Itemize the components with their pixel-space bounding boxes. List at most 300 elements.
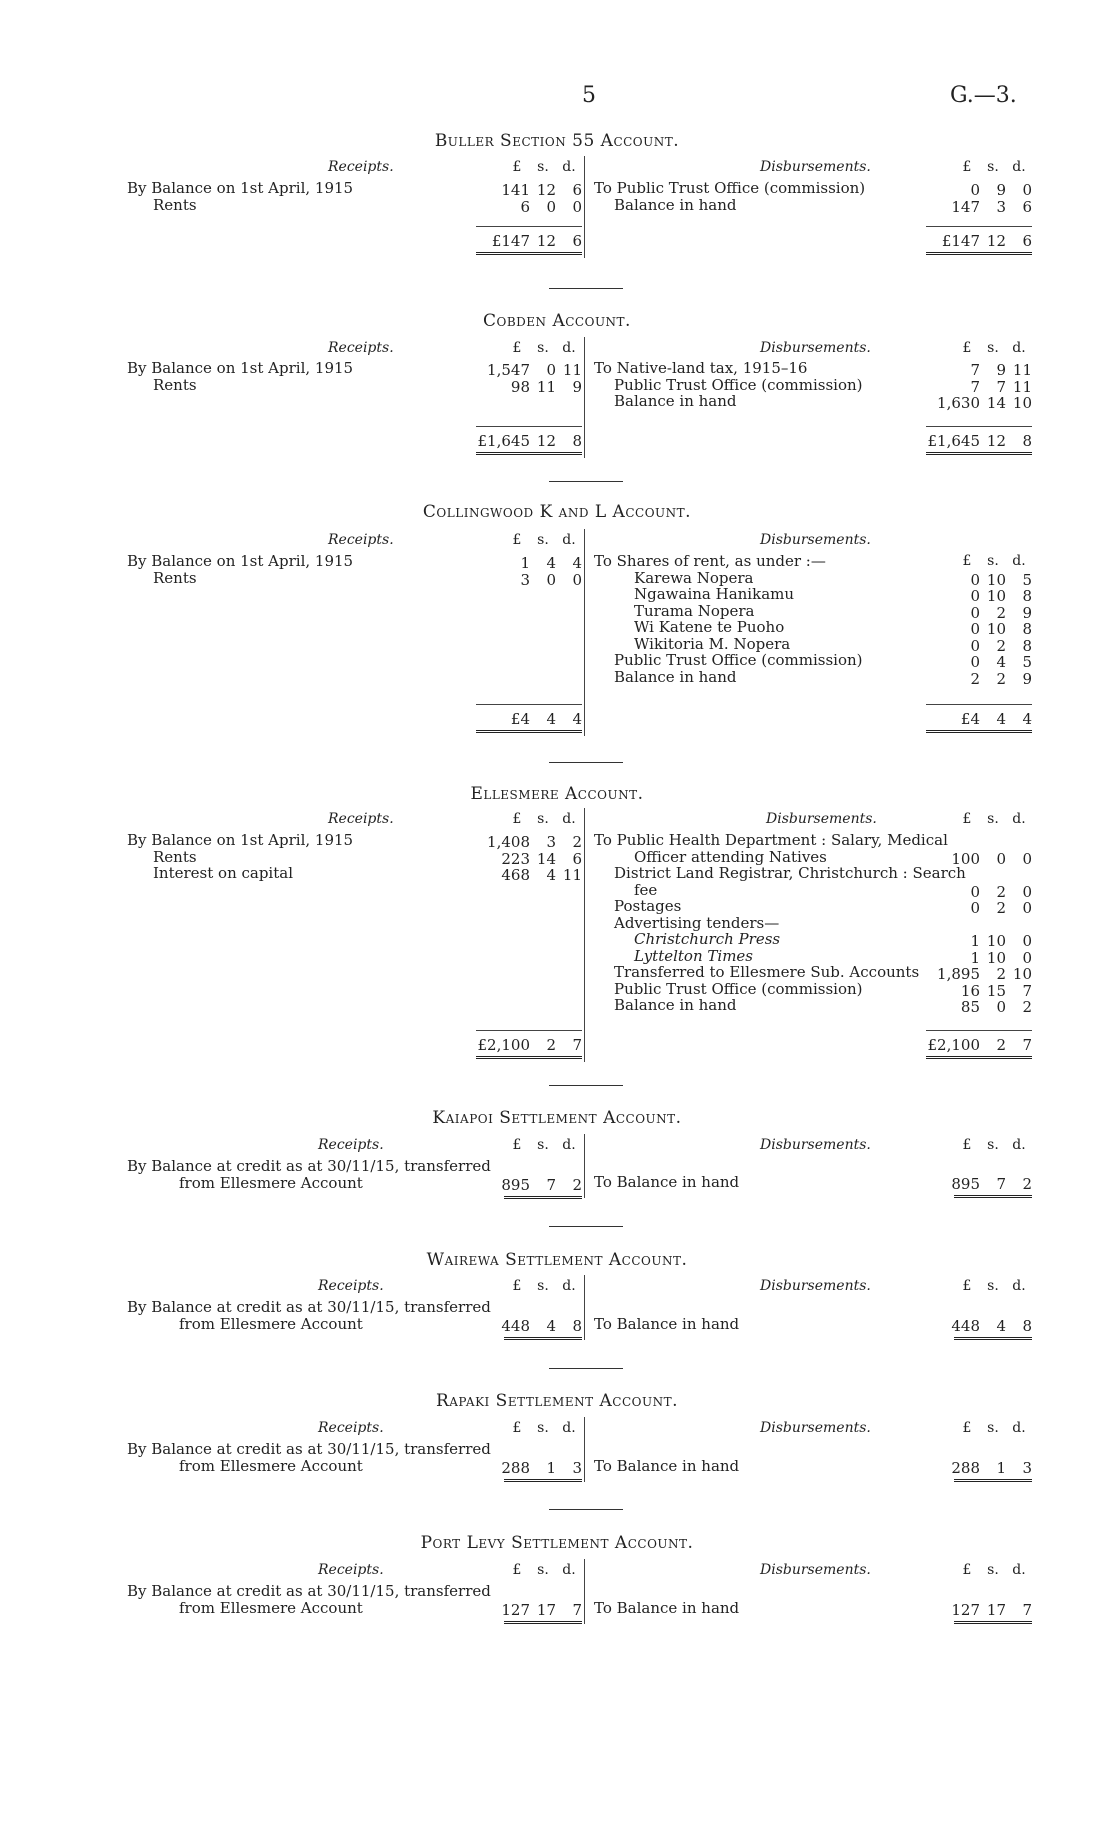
currency-pence: d. (1012, 811, 1026, 827)
currency-pounds: £ (962, 811, 972, 827)
disbursement-amount (920, 932, 1032, 950)
disbursement-amount-pounds: 0 (970, 899, 980, 917)
receipt-amount (470, 850, 582, 868)
section-separator (549, 1226, 623, 1227)
receipts-currency-header (504, 1421, 582, 1435)
disbursement-amount-shillings: 7 (996, 1175, 1006, 1193)
disbursement-amount-shillings: 17 (986, 1601, 1006, 1619)
currency-shillings: s. (987, 553, 999, 569)
currency-shillings: s. (987, 811, 999, 827)
disbursement-amount (920, 653, 1032, 671)
receipts-total (470, 1036, 582, 1054)
disbursement-amount (920, 899, 1032, 917)
receipts-currency-header (504, 160, 582, 174)
receipts-total-double-rule (476, 1056, 582, 1059)
receipts-double-rule (504, 1196, 582, 1199)
currency-pounds: £ (512, 340, 522, 356)
currency-pounds: £ (962, 1137, 972, 1153)
disbursement-amount-pounds: 1 (970, 948, 980, 967)
disbursement-amount-pounds: 0 (970, 882, 980, 901)
section-separator (549, 1085, 623, 1086)
receipt-amount-pence: 11 (562, 361, 582, 379)
currency-pounds: £ (962, 1278, 972, 1294)
receipts-double-rule (504, 1621, 582, 1624)
disbursement-amount-shillings: 3 (996, 197, 1006, 216)
disbursement-amount-pence: 0 (1022, 849, 1032, 868)
currency-pounds: £ (512, 1278, 522, 1294)
disbursement-amount-shillings: 1 (996, 1459, 1006, 1477)
currency-shillings: s. (987, 159, 999, 175)
receipts-heading: Receipts. (328, 340, 394, 356)
receipt-amount-shillings: 0 (546, 361, 556, 379)
disbursements-currency-header (954, 1563, 1032, 1577)
currency-pounds: £ (962, 340, 972, 356)
disbursement-amount-pence: 9 (1022, 603, 1032, 622)
disbursements-total-shillings: 2 (996, 1036, 1006, 1054)
disbursements-currency-header (954, 812, 1032, 826)
disbursements-heading: Disbursements. (760, 532, 871, 548)
section-separator (549, 1368, 623, 1369)
receipt-label: By Balance on 1st April, 1915 (127, 552, 354, 570)
currency-pence: d. (562, 340, 576, 356)
disbursements-double-rule (954, 1621, 1032, 1624)
receipt-amount-pounds: 127 (501, 1600, 530, 1619)
receipt-amount-pence: 3 (572, 1458, 582, 1477)
receipt-amount-pence: 0 (572, 197, 582, 216)
receipts-total-pence: 7 (572, 1036, 582, 1054)
disbursement-label: Public Trust Office (commission) (614, 979, 863, 998)
receipt-amount-shillings: 12 (536, 181, 556, 199)
disbursement-amount (920, 965, 1032, 983)
disbursements-double-rule (954, 1195, 1032, 1198)
disbursement-amount-shillings: 0 (996, 998, 1006, 1016)
disbursement-label: To Balance in hand (594, 1173, 740, 1191)
receipt-amount-pence: 6 (572, 849, 582, 868)
disbursement-amount-pence: 0 (1022, 948, 1032, 967)
disbursements-total-pounds: £4 (960, 710, 980, 728)
disbursement-amount-shillings: 10 (986, 932, 1006, 950)
disbursement-amount-pounds: 0 (970, 636, 980, 655)
disbursement-label: Postages (614, 897, 682, 915)
receipt-label: from Ellesmere Account (179, 1598, 363, 1617)
disbursement-amount (920, 1317, 1032, 1335)
receipt-amount (470, 1601, 582, 1619)
disbursement-amount-shillings: 7 (996, 377, 1006, 396)
column-divider (584, 529, 585, 736)
disbursement-amount (920, 604, 1032, 622)
currency-pounds: £ (962, 553, 972, 569)
receipts-double-rule (504, 1479, 582, 1482)
disbursement-amount-pence: 2 (1022, 1175, 1032, 1193)
disbursement-amount-pence: 0 (1022, 899, 1032, 917)
receipts-double-rule (504, 1337, 582, 1340)
disbursement-amount-pence: 6 (1022, 197, 1032, 216)
receipts-heading: Receipts. (318, 1278, 384, 1294)
section-separator (549, 288, 623, 289)
disbursement-label: To Balance in hand (594, 1457, 740, 1475)
disbursements-total-pence: 4 (1022, 710, 1032, 728)
receipt-amount (470, 833, 582, 851)
column-divider (584, 337, 585, 458)
disbursement-amount-shillings: 2 (996, 899, 1006, 917)
disbursements-currency-header (954, 160, 1032, 174)
currency-pence: d. (1012, 159, 1026, 175)
receipt-amount-shillings: 4 (546, 1316, 556, 1335)
currency-pence: d. (1012, 1420, 1026, 1436)
disbursement-label: Ngawaina Hanikamu (634, 585, 795, 603)
disbursement-amount-pounds: 0 (970, 620, 980, 638)
currency-pence: d. (562, 1137, 576, 1153)
receipts-total-shillings: 12 (536, 432, 556, 450)
disbursement-label: Balance in hand (614, 195, 737, 214)
disbursement-amount (920, 571, 1032, 589)
account-title: Ellesmere Account. (470, 784, 644, 804)
disbursement-amount (920, 181, 1032, 199)
disbursements-double-rule (954, 1337, 1032, 1340)
receipts-total (470, 432, 582, 450)
column-divider (584, 1559, 585, 1624)
disbursement-label: To Balance in hand (594, 1599, 740, 1617)
disbursement-amount (920, 378, 1032, 396)
account-title: Kaiapoi Settlement Account. (432, 1108, 682, 1128)
disbursements-double-rule (954, 1479, 1032, 1482)
currency-pence: d. (562, 1278, 576, 1294)
disbursement-amount-shillings: 2 (996, 882, 1006, 901)
disbursement-amount-shillings: 10 (986, 948, 1006, 967)
currency-shillings: s. (987, 1137, 999, 1153)
receipt-label: By Balance at credit as at 30/11/15, transferred (127, 1582, 491, 1600)
disbursement-amount-shillings: 15 (986, 981, 1006, 1000)
receipt-amount-pounds: 895 (501, 1175, 530, 1194)
receipt-amount-shillings: 17 (536, 1600, 556, 1619)
receipt-amount-pence: 11 (562, 866, 582, 884)
receipts-total-pounds: £1,645 (477, 432, 530, 450)
disbursement-amount (920, 394, 1032, 412)
disbursement-amount (920, 361, 1032, 379)
currency-pence: d. (1012, 340, 1026, 356)
receipts-heading: Receipts. (318, 1562, 384, 1578)
currency-pounds: £ (512, 532, 522, 548)
receipts-total-pounds: £2,100 (477, 1036, 530, 1054)
column-divider (584, 1417, 585, 1482)
receipt-amount (470, 181, 582, 199)
currency-pence: d. (1012, 553, 1026, 569)
disbursement-amount-pence: 0 (1022, 932, 1032, 950)
receipts-total-pence: 4 (572, 710, 582, 728)
receipts-total-double-rule (476, 252, 582, 255)
disbursement-label: District Land Registrar, Christchurch : Search (614, 864, 966, 882)
receipt-label: By Balance on 1st April, 1915 (127, 831, 354, 849)
disbursement-amount-shillings: 9 (996, 361, 1006, 379)
page-reference: G.—3. (950, 83, 1017, 108)
disbursements-total-pence: 8 (1022, 432, 1032, 450)
receipt-amount-shillings: 1 (546, 1458, 556, 1477)
receipts-total-rule (476, 226, 582, 227)
receipt-amount-pounds: 448 (501, 1316, 530, 1335)
disbursement-amount-shillings: 10 (986, 587, 1006, 605)
currency-pence: d. (562, 532, 576, 548)
receipts-total-rule (476, 426, 582, 427)
receipt-amount-pounds: 1,547 (487, 361, 530, 379)
disbursement-amount-pence: 10 (1012, 965, 1032, 983)
section-separator (549, 762, 623, 763)
column-divider (584, 1134, 585, 1198)
receipt-amount-pence: 7 (572, 1600, 582, 1619)
disbursements-total-double-rule (926, 452, 1032, 455)
disbursement-label: Christchurch Press (634, 930, 781, 948)
disbursement-label: Wi Katene te Puoho (634, 618, 785, 636)
disbursement-amount-pounds: 0 (970, 653, 980, 671)
disbursement-amount-pence: 3 (1022, 1459, 1032, 1477)
receipt-amount (470, 1176, 582, 1194)
currency-shillings: s. (537, 1137, 549, 1153)
disbursements-total-pounds: £1,645 (927, 432, 980, 450)
disbursements-heading: Disbursements. (760, 1137, 871, 1153)
disbursements-heading: Disbursements. (766, 811, 877, 827)
disbursement-label: Transferred to Ellesmere Sub. Accounts (614, 963, 920, 981)
disbursement-amount-pounds: 0 (970, 570, 980, 589)
disbursement-amount-shillings: 10 (986, 570, 1006, 589)
disbursement-amount-shillings: 4 (996, 653, 1006, 671)
receipt-label: By Balance on 1st April, 1915 (127, 179, 354, 197)
currency-shillings: s. (537, 1420, 549, 1436)
disbursement-amount (920, 1175, 1032, 1193)
disbursement-amount-pence: 5 (1022, 653, 1032, 671)
currency-pounds: £ (512, 1420, 522, 1436)
currency-shillings: s. (987, 1562, 999, 1578)
currency-pence: d. (562, 159, 576, 175)
column-divider (584, 156, 585, 258)
disbursement-amount-pence: 8 (1022, 636, 1032, 655)
currency-pence: d. (1012, 1562, 1026, 1578)
disbursement-amount-pence: 5 (1022, 570, 1032, 589)
account-title: Collingwood K and L Account. (422, 502, 692, 522)
receipts-total-pounds: £147 (491, 232, 530, 250)
receipts-currency-header (504, 1138, 582, 1152)
disbursement-amount-pounds: 7 (970, 361, 980, 379)
disbursement-amount-pence: 9 (1022, 669, 1032, 688)
disbursements-total-pence: 7 (1022, 1036, 1032, 1054)
receipt-amount (470, 571, 582, 589)
disbursement-label: To Balance in hand (594, 1315, 740, 1333)
disbursement-label: Advertising tenders— (614, 913, 780, 932)
receipts-heading: Receipts. (318, 1420, 384, 1436)
disbursements-total-pounds: £147 (941, 232, 980, 250)
currency-shillings: s. (987, 1420, 999, 1436)
currency-pence: d. (1012, 1278, 1026, 1294)
disbursement-amount-pounds: 16 (960, 981, 980, 1000)
disbursements-currency-header (954, 341, 1032, 355)
disbursement-amount-shillings: 2 (996, 603, 1006, 622)
receipt-amount-pence: 4 (572, 554, 582, 572)
receipt-label: Rents (153, 568, 197, 587)
currency-shillings: s. (987, 1278, 999, 1294)
disbursements-heading: Disbursements. (760, 1420, 871, 1436)
disbursements-total (920, 232, 1032, 250)
column-divider (584, 1275, 585, 1340)
receipt-amount (470, 198, 582, 216)
receipt-amount-shillings: 7 (546, 1175, 556, 1194)
disbursement-amount (920, 982, 1032, 1000)
receipt-amount-pence: 0 (572, 570, 582, 589)
disbursement-label: Balance in hand (614, 392, 737, 410)
receipts-total-pounds: £4 (510, 710, 530, 728)
receipt-amount-pounds: 3 (520, 570, 530, 589)
disbursements-total (920, 1036, 1032, 1054)
receipts-total-shillings: 2 (546, 1036, 556, 1054)
disbursement-label: To Public Trust Office (commission) (594, 179, 866, 197)
receipts-total-rule (476, 1030, 582, 1031)
disbursements-currency-header (954, 554, 1032, 568)
receipt-amount-shillings: 11 (536, 377, 556, 396)
disbursement-label: To Public Health Department : Salary, Medical (594, 831, 948, 849)
currency-pounds: £ (512, 159, 522, 175)
disbursement-label: fee (634, 880, 658, 899)
disbursement-amount (920, 670, 1032, 688)
disbursement-amount-pence: 11 (1012, 361, 1032, 379)
receipt-amount-pounds: 98 (510, 377, 530, 396)
receipts-heading: Receipts. (318, 1137, 384, 1153)
receipts-currency-header (504, 812, 582, 826)
receipt-label: By Balance at credit as at 30/11/15, transferred (127, 1298, 491, 1316)
disbursement-amount-pounds: 1 (970, 932, 980, 950)
disbursement-amount-shillings: 2 (996, 669, 1006, 688)
receipt-amount-shillings: 4 (546, 866, 556, 884)
receipt-amount-shillings: 0 (546, 197, 556, 216)
disbursement-amount (920, 620, 1032, 638)
disbursements-total-shillings: 12 (986, 232, 1006, 250)
disbursement-amount-pence: 8 (1022, 1317, 1032, 1335)
disbursements-total-shillings: 12 (986, 432, 1006, 450)
receipts-heading: Receipts. (328, 159, 394, 175)
disbursement-amount-pounds: 0 (970, 181, 980, 199)
receipts-heading: Receipts. (328, 811, 394, 827)
disbursements-total-double-rule (926, 252, 1032, 255)
disbursement-amount-pounds: 100 (951, 849, 980, 868)
disbursement-label: To Shares of rent, as under :— (594, 552, 826, 570)
disbursement-amount-shillings: 14 (986, 394, 1006, 412)
disbursements-heading: Disbursements. (760, 159, 871, 175)
disbursement-amount-shillings: 9 (996, 181, 1006, 199)
disbursement-amount-pence: 0 (1022, 882, 1032, 901)
disbursement-amount-pounds: 0 (970, 587, 980, 605)
receipt-amount (470, 361, 582, 379)
disbursement-amount-pence: 0 (1022, 181, 1032, 199)
disbursement-amount-shillings: 10 (986, 620, 1006, 638)
currency-pence: d. (1012, 1137, 1026, 1153)
account-title: Port Levy Settlement Account. (420, 1533, 694, 1553)
disbursement-amount (920, 198, 1032, 216)
receipt-label: Rents (153, 375, 197, 394)
disbursement-amount (920, 949, 1032, 967)
receipt-amount-shillings: 14 (536, 849, 556, 868)
receipt-amount-shillings: 3 (546, 833, 556, 851)
receipts-total (470, 232, 582, 250)
receipt-label: Rents (153, 195, 197, 214)
disbursements-currency-header (954, 1279, 1032, 1293)
disbursements-total (920, 710, 1032, 728)
disbursements-total (920, 432, 1032, 450)
disbursements-total-pence: 6 (1022, 232, 1032, 250)
currency-shillings: s. (987, 340, 999, 356)
disbursement-amount-pence: 8 (1022, 587, 1032, 605)
disbursements-total-rule (926, 226, 1032, 227)
disbursements-total-rule (926, 426, 1032, 427)
disbursement-amount-pence: 7 (1022, 1601, 1032, 1619)
currency-shillings: s. (537, 532, 549, 548)
receipt-amount-pence: 6 (572, 181, 582, 199)
receipts-total-shillings: 12 (536, 232, 556, 250)
disbursement-amount-shillings: 2 (996, 965, 1006, 983)
disbursement-amount-shillings: 0 (996, 849, 1006, 868)
disbursements-total-rule (926, 704, 1032, 705)
receipt-amount-pounds: 288 (501, 1458, 530, 1477)
disbursements-total-rule (926, 1030, 1032, 1031)
account-title: Cobden Account. (483, 311, 631, 331)
disbursement-label: Public Trust Office (commission) (614, 375, 863, 394)
disbursements-total-double-rule (926, 730, 1032, 733)
receipts-total-pence: 8 (572, 432, 582, 450)
disbursement-amount-pounds: 147 (951, 197, 980, 216)
currency-shillings: s. (537, 1278, 549, 1294)
receipts-currency-header (504, 1279, 582, 1293)
disbursement-amount (920, 1601, 1032, 1619)
disbursement-amount-pounds: 2 (970, 669, 980, 688)
disbursement-amount-pence: 2 (1022, 998, 1032, 1016)
disbursements-total-shillings: 4 (996, 710, 1006, 728)
currency-shillings: s. (537, 811, 549, 827)
disbursement-amount-pounds: 85 (960, 998, 980, 1016)
disbursement-amount-pence: 8 (1022, 620, 1032, 638)
disbursement-amount (920, 1459, 1032, 1477)
receipts-total-pence: 6 (572, 232, 582, 250)
disbursement-amount (920, 637, 1032, 655)
currency-shillings: s. (537, 159, 549, 175)
disbursement-amount-pence: 10 (1012, 394, 1032, 412)
disbursement-amount-pounds: 288 (951, 1459, 980, 1477)
disbursement-amount-pounds: 1,895 (937, 965, 980, 983)
disbursement-amount-pounds: 448 (951, 1317, 980, 1335)
receipt-amount (470, 1459, 582, 1477)
section-separator (549, 481, 623, 482)
receipt-label: from Ellesmere Account (179, 1456, 363, 1475)
disbursements-heading: Disbursements. (760, 1562, 871, 1578)
receipt-label: Interest on capital (153, 864, 294, 882)
currency-shillings: s. (537, 340, 549, 356)
currency-pounds: £ (962, 159, 972, 175)
disbursement-amount-pence: 11 (1012, 377, 1032, 396)
currency-pounds: £ (962, 1420, 972, 1436)
disbursement-label: Turama Nopera (634, 601, 755, 620)
receipt-label: By Balance at credit as at 30/11/15, transferred (127, 1157, 491, 1175)
disbursements-heading: Disbursements. (760, 340, 871, 356)
disbursement-label: Lyttelton Times (634, 946, 753, 965)
currency-pence: d. (562, 811, 576, 827)
receipts-currency-header (504, 1563, 582, 1577)
receipt-amount-pence: 2 (572, 833, 582, 851)
receipts-total-double-rule (476, 452, 582, 455)
disbursement-label: Officer attending Natives (634, 847, 827, 866)
receipt-label: from Ellesmere Account (179, 1173, 363, 1192)
disbursements-currency-header (954, 1421, 1032, 1435)
disbursement-label: Balance in hand (614, 667, 737, 686)
receipt-amount (470, 866, 582, 884)
receipts-total-shillings: 4 (546, 710, 556, 728)
receipts-total (470, 710, 582, 728)
currency-shillings: s. (537, 1562, 549, 1578)
receipts-total-double-rule (476, 730, 582, 733)
receipt-amount-pounds: 1,408 (487, 833, 530, 851)
